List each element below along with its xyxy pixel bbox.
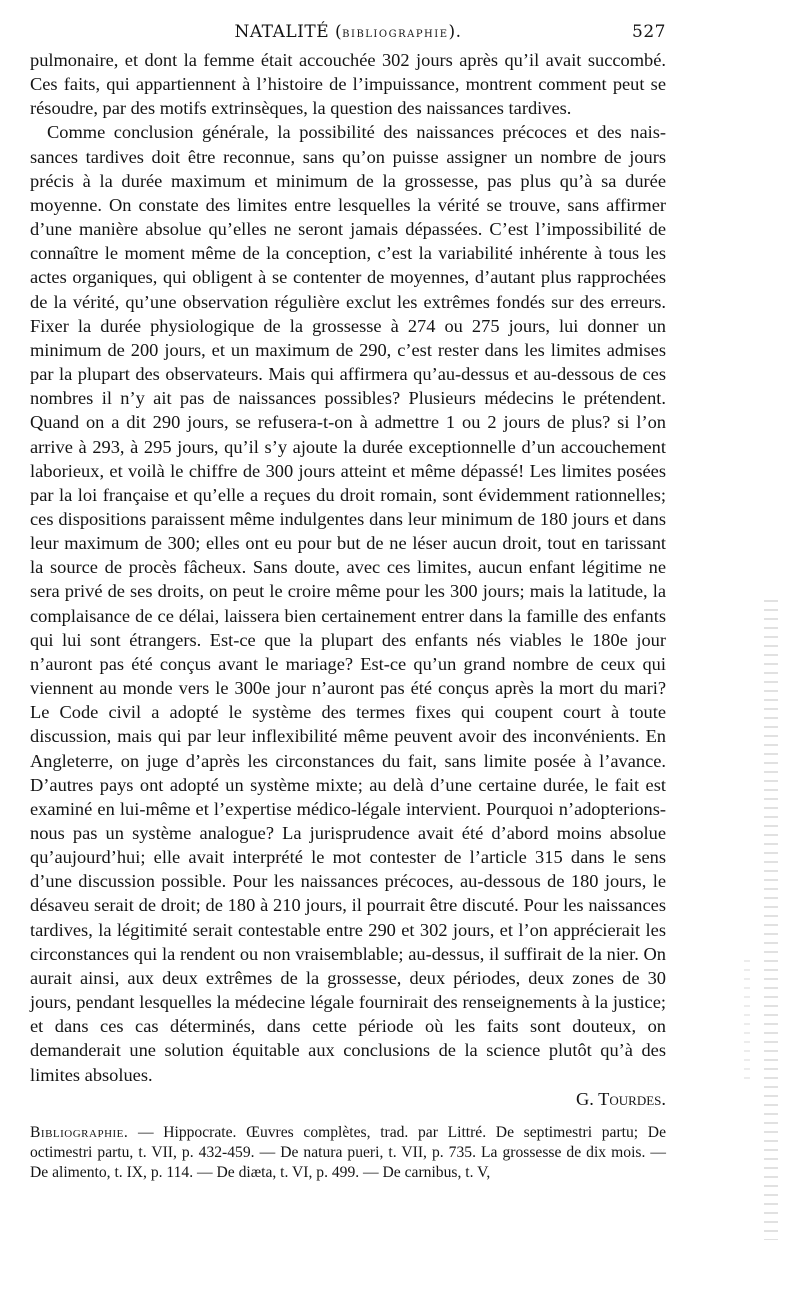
page-number: 527 [632, 22, 666, 42]
running-header [30, 22, 666, 48]
bibliography [30, 1123, 666, 1183]
running-title-main: NATALITÉ ( [234, 22, 343, 42]
body-text [30, 48, 666, 1111]
paragraph-continued: pulmonaire, et dont la femme était accouchée 302 jours après qu’il avait succombé. Ces faits, qui appartiennent à l’histoire de l’impuissance, montrent comment peut se résoudre, par des motifs extrinsèques, la question des naissances tardives. [30, 50, 666, 119]
scan-artifact [764, 600, 778, 1240]
document-page [30, 22, 666, 1183]
scan-artifact-secondary [744, 960, 750, 1080]
bibliography-text: — Hippocrate. Œuvres complètes, trad. par Littré. De septimestri partu; De octimestri partu, t. VII, p. 432-459. — De natura pueri, t. VII, p. 735. La grossesse de dix mois. — De alimento, t. IX, p. 114. — De diæta, t. VI, p. 499. — De carnibus, t. V, [30, 1123, 666, 1181]
bibliography-label: Bibliographie. [30, 1123, 129, 1141]
running-title-close: ). [448, 22, 462, 42]
running-title [234, 22, 461, 42]
author-signature: G. Tourdes. [576, 1088, 666, 1109]
paragraph-conclusion: Comme conclusion générale, la possibilité des naissances précoces et des naissances tardives doit être reconnue, sans qu’on puisse assigner un nombre de jours précis à la durée maximum et minimum de la grossesse, pas plus qu’à sa durée moyenne. On constate des limites entre lesquelles la vérité se trouve, sans affirmer d’une manière absolue qu’elles ne seront jamais dépassées. C’est l’impossibilité de connaître le moment même de la conception, c’est la variabilité inhérente à tous les actes organiques, qui obligent à se contenter de moyennes, d’autant plus rapprochées de la vérité, qu’une observation régulière exclut les extrêmes fondés sur des erreurs. Fixer la durée physiologique de la grossesse à 274 ou 275 jours, lui donner un minimum de 200 jours, et un maximum de 290, c’est rester dans les limites admises par la plupart des observateurs. Mais qui affirmera qu’au-dessus et au-dessous de ces nombres il n’y ait pas de naissances possibles? Plusieurs médecins le prétendent. Quand on a dit 290 jours, se refusera-t-on à admettre 1 ou 2 jours de plus? si l’on arrive à 293, à 295 jours, qu’il s’y ajoute la durée exceptionnelle d’un accouchement laborieux, et voilà le chiffre de 300 jours atteint et même dépassé! Les limites posées par la loi française et qu’elle a reçues du droit romain, sont évidemment rationnelles; ces dispositions paraissent même indulgentes dans leur minimum de 180 jours et dans leur maximum de 300; elles ont eu pour but de ne léser aucun droit, tout en tarissant la source de procès fâcheux. Sans doute, avec ces limites, aucun enfant légitime ne sera privé de ses droits, on peut le croire même pour les 300 jours; mais la latitude, la complaisance de ce délai, laissera bien certainement entrer dans la famille des enfants qui lui sont étrangers. Est-ce que la plupart des enfants nés viables le 180e jour n’auront pas été conçus avant le mariage? Est-ce qu’un grand nombre de ceux qui viennent au monde vers le 300e jour n’auront pas été conçus après la mort du mari? Le Code civil a adopté le système des termes fixes qui coupent court à toute discussion, mais qui par leur inflexibilité même peuvent avoir des inconvénients. En Angleterre, on juge d’après les circonstances du fait, sans limite posée à l’avance. D’autres pays ont adopté un système mixte; au delà d’une certaine durée, le fait est examiné en lui-même et l’expertise médico-légale intervient. Pourquoi n’adopterions-nous pas un système analogue? La jurisprudence avait été d’abord moins absolue qu’aujourd’hui; elle avait interprété le mot contester de l’article 315 dans le sens d’une discussion possible. Pour les naissances précoces, au-dessous de 180 jours, le désaveu serait de droit; de 180 à 210 jours, il pourrait être discuté. Pour les naissances tardives, la légitimité serait contestable entre 290 et 302 jours, et l’on apprécierait les circonstances qui la rendent ou non vraisemblable; au-dessus, il suffirait de la nier. On aurait ainsi, aux deux extrêmes de la grossesse, deux périodes, deux zones de 30 jours, pendant lesquelles la médecine légale fournirait des renseignements à la justice; et dans ces cas déterminés, dans cette période où les faits sont douteux, on demanderait une solution équitable aux conclusions de la science plutôt qu’à des limites absolues. [30, 122, 666, 1085]
running-title-small: BIBLIOGRAPHIE [342, 29, 449, 40]
